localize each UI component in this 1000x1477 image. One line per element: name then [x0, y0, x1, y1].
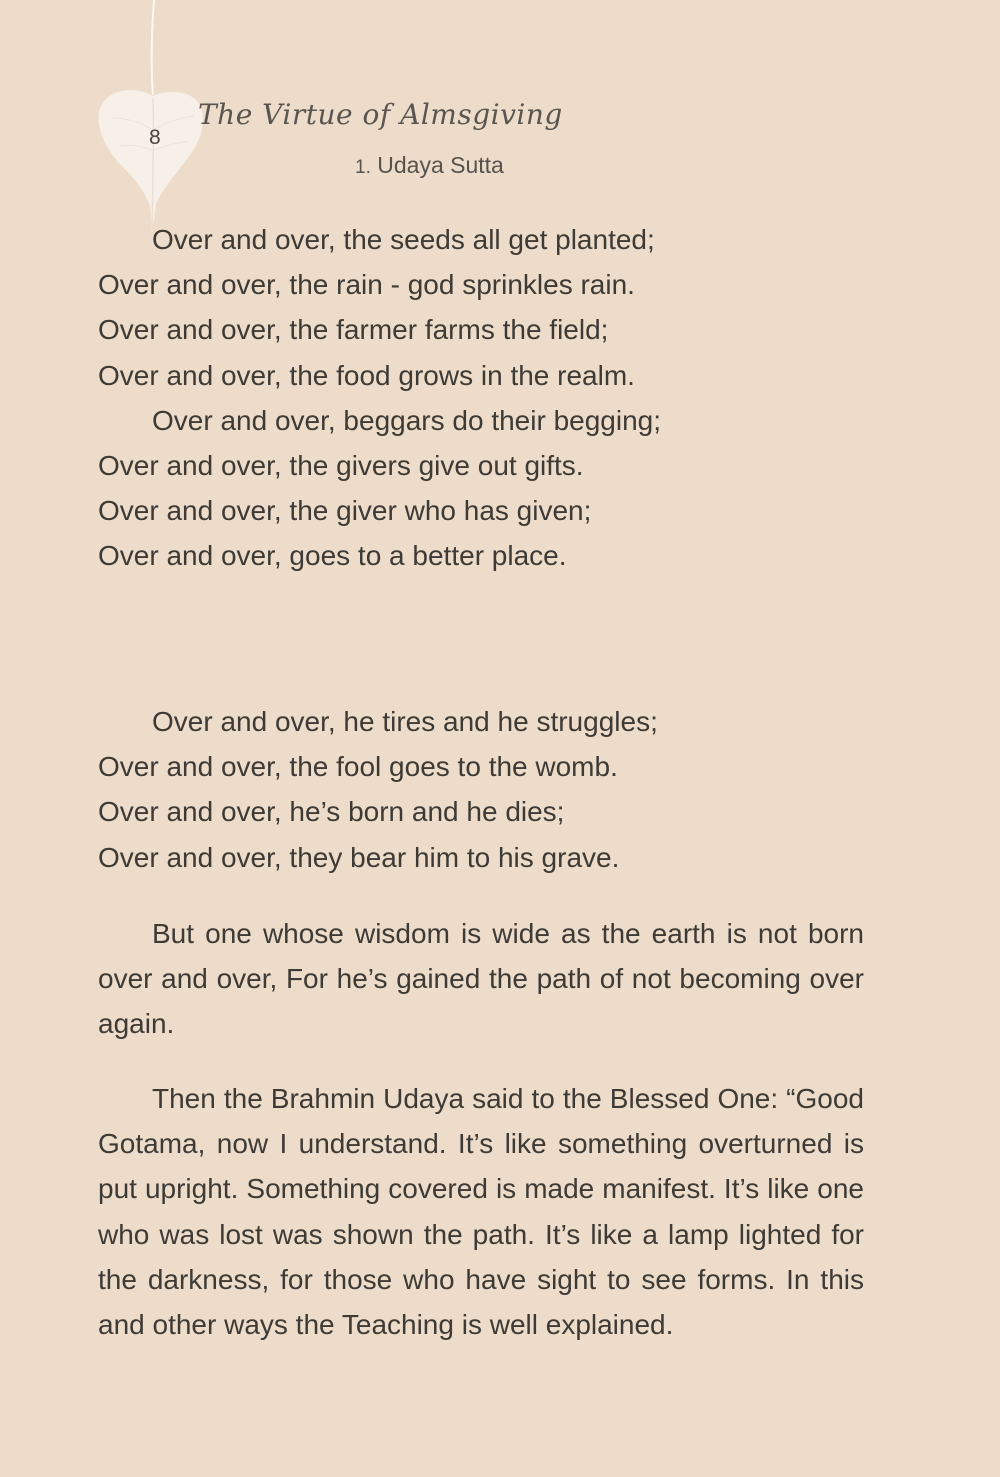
book-title: The Virtue of Almsgiving	[198, 98, 563, 131]
verse-stanza-1	[98, 217, 878, 579]
verse-line: Over and over, the giver who has given;	[98, 495, 592, 527]
verse-line: Over and over, beggars do their begging;	[152, 404, 662, 436]
verse-line: Over and over, the givers give out gifts.	[98, 450, 584, 482]
verse-line: Over and over, the seeds all get planted;	[152, 224, 655, 255]
paragraph-wisdom: But one whose wisdom is wide as the earth is not born over and over, For he’s gained the path of not becoming over again.	[98, 918, 864, 1040]
verse-line: Over and over, goes to a better place.	[98, 540, 567, 572]
verse-line: Over and over, the fool goes to the womb.	[98, 751, 618, 783]
verse-line: Over and over, the farmer farms the field;	[98, 314, 609, 346]
verse-line: Over and over, they bear him to his grave.	[98, 841, 620, 873]
chapter-title: Udaya Sutta	[377, 152, 504, 178]
paragraph-udaya-response: Then the Brahmin Udaya said to the Blessed One: “Good Gotama, now I understand. It’s like something overturned is put upright. Something covered is made manifest. It’s like one who was lost was shown the path. It’s like a lamp lighted for the darkness, for those who have sight to see forms. In this and other ways the Teaching is well explained.	[98, 1083, 864, 1341]
verse-stanza-2	[98, 699, 878, 880]
chapter-number: 1.	[355, 157, 371, 178]
verse-line: Over and over, he tires and he struggles;	[152, 706, 658, 737]
verse-line: Over and over, he’s born and he dies;	[98, 796, 565, 828]
verse-line: Over and over, the food grows in the realm.	[98, 359, 635, 391]
verse-line: Over and over, the rain - god sprinkles rain.	[98, 269, 635, 301]
page-number: 8	[149, 126, 161, 149]
chapter-heading	[355, 152, 504, 179]
